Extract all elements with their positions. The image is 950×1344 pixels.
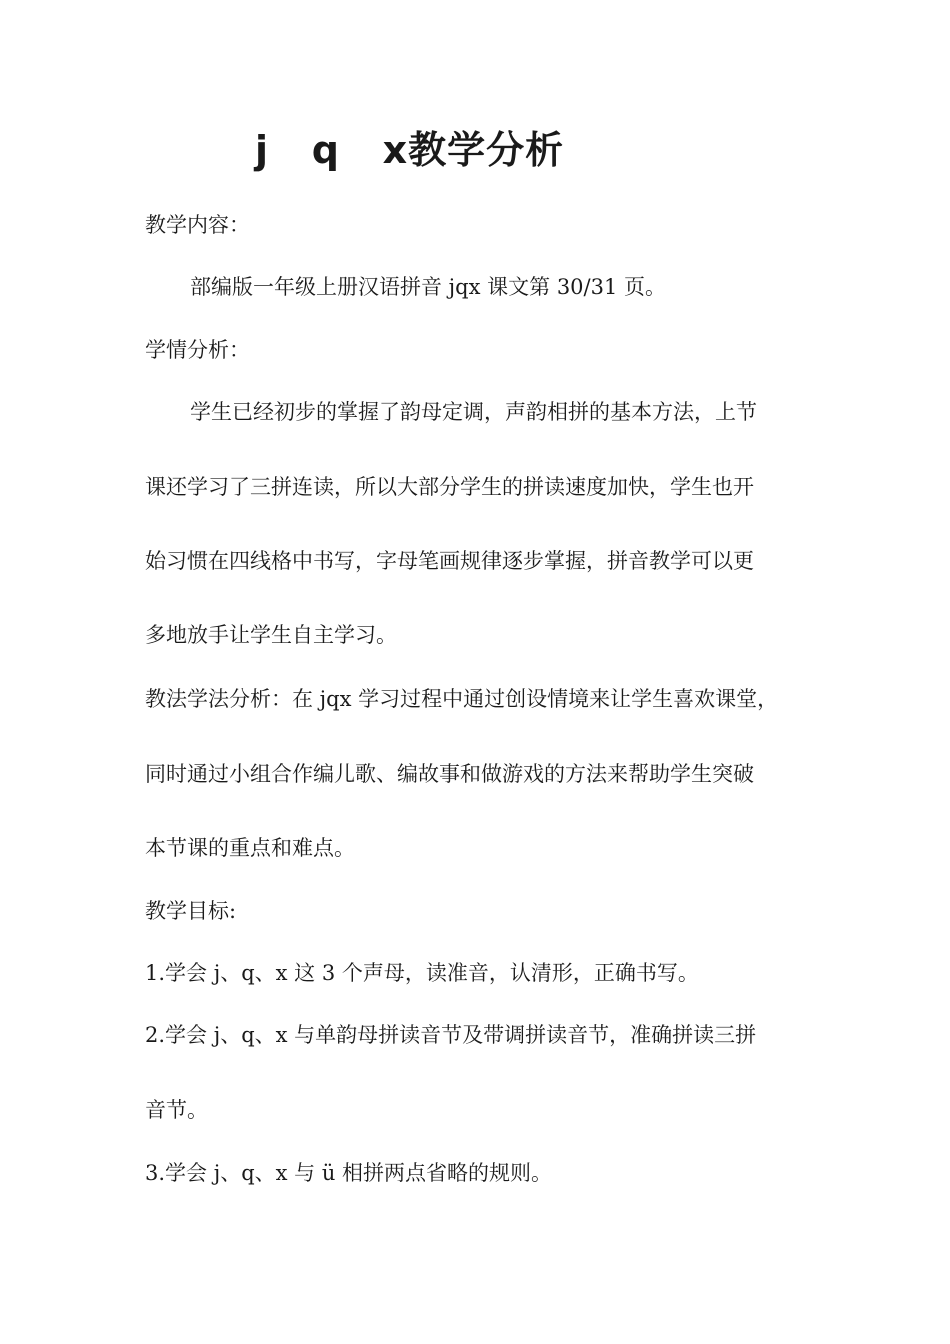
list-item: 1.学会 j、q、x 这 3 个声母，读准音，认清形，正确书写。 [145,961,699,985]
section-heading-goals: 教学目标: [145,899,237,923]
paragraph-line: 学生已经初步的掌握了韵母定调，声韵相拼的基本方法，上节 [190,400,757,424]
document-title: j q x教学分析 [255,128,565,172]
paragraph-line: 多地放手让学生自主学习。 [145,623,397,647]
section-heading-method: 教法学法分析：在 jqx 学习过程中通过创设情境来让学生喜欢课堂， [145,687,779,711]
list-item-continuation: 音节。 [145,1098,208,1122]
list-item: 2.学会 j、q、x 与单韵母拼读音节及带调拼读音节，准确拼读三拼 [145,1023,757,1047]
section-heading-analysis: 学情分析： [145,338,250,362]
list-item: 3.学会 j、q、x 与 ü 相拼两点省略的规则。 [145,1161,553,1185]
section-heading-content: 教学内容： [145,213,250,237]
paragraph-line: 始习惯在四线格中书写，字母笔画规律逐步掌握，拼音教学可以更 [145,549,754,573]
paragraph-line: 课还学习了三拼连读，所以大部分学生的拼读速度加快，学生也开 [145,475,754,499]
paragraph-line: 同时通过小组合作编儿歌、编故事和做游戏的方法来帮助学生突破 [145,762,754,786]
paragraph-line: 部编版一年级上册汉语拼音 jqx 课文第 30/31 页。 [190,275,667,299]
paragraph-line: 本节课的重点和难点。 [145,836,355,860]
